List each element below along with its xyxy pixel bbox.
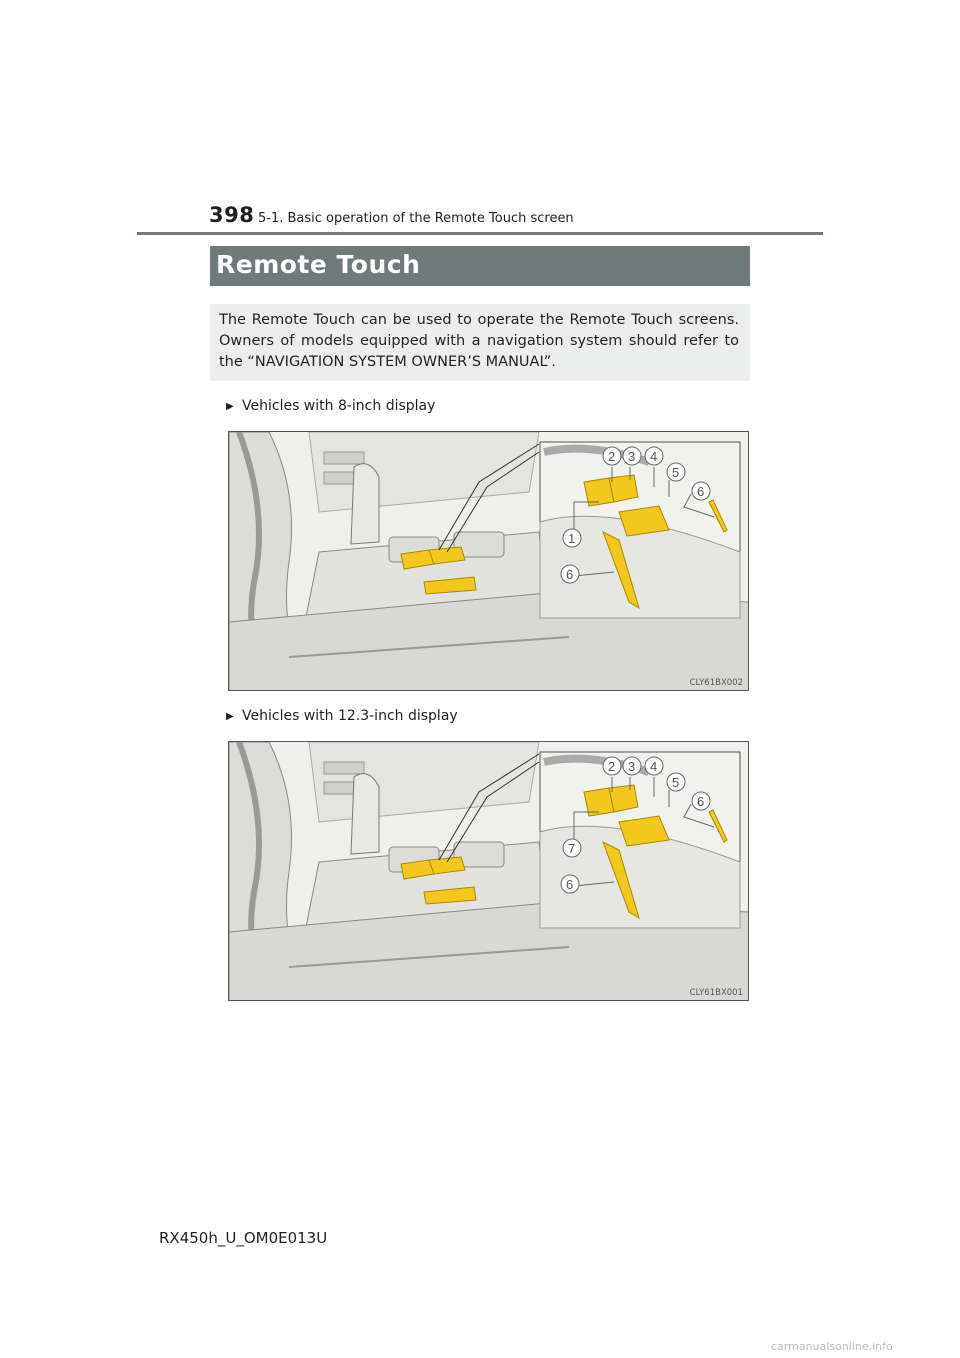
callout-4: 4 — [650, 449, 658, 464]
triangle-bullet-icon: ▶ — [226, 711, 234, 722]
console-illustration — [229, 432, 749, 691]
callout-7: 7 — [568, 841, 576, 856]
callout-4: 4 — [650, 759, 658, 774]
figure-code: CLY61BX001 — [689, 988, 743, 998]
callout-5: 5 — [672, 465, 680, 480]
footer-model-code: RX450h_U_OM0E013U — [159, 1229, 328, 1247]
callout-3: 3 — [628, 449, 636, 464]
callout-5: 5 — [672, 775, 680, 790]
figure-12-inch-display — [228, 741, 749, 1001]
section-title: 5-1. Basic operation of the Remote Touch screen — [258, 211, 574, 226]
watermark: carmanualsonline.info — [771, 1340, 893, 1353]
page-number: 398 — [209, 203, 255, 227]
console-illustration — [229, 742, 749, 1001]
callout-2: 2 — [608, 449, 616, 464]
figure-8-inch-display — [228, 431, 749, 691]
callout-6-top: 6 — [697, 484, 705, 499]
figure-code: CLY61BX002 — [689, 678, 743, 688]
callout-2: 2 — [608, 759, 616, 774]
callout-6-bottom: 6 — [566, 877, 574, 892]
callout-3: 3 — [628, 759, 636, 774]
page-title: Remote Touch — [216, 250, 421, 279]
caption-text: Vehicles with 8-inch display — [242, 398, 436, 414]
callout-6-top: 6 — [697, 794, 705, 809]
callout-6-bottom: 6 — [566, 567, 574, 582]
caption-text: Vehicles with 12.3-inch display — [242, 708, 458, 724]
callout-1: 1 — [568, 531, 576, 546]
triangle-bullet-icon: ▶ — [226, 401, 234, 412]
figure-caption-8-inch — [226, 398, 435, 414]
intro-text: The Remote Touch can be used to operate the Remote Touch screens. Owners of models equipped with a navigation system should refer to the “NAVIGATION SYSTEM OWNER’S MANUAL”. — [219, 312, 739, 370]
figure-caption-12-inch — [226, 708, 458, 724]
title-bar — [210, 246, 750, 286]
intro-box — [210, 304, 750, 381]
header-rule — [137, 232, 823, 235]
